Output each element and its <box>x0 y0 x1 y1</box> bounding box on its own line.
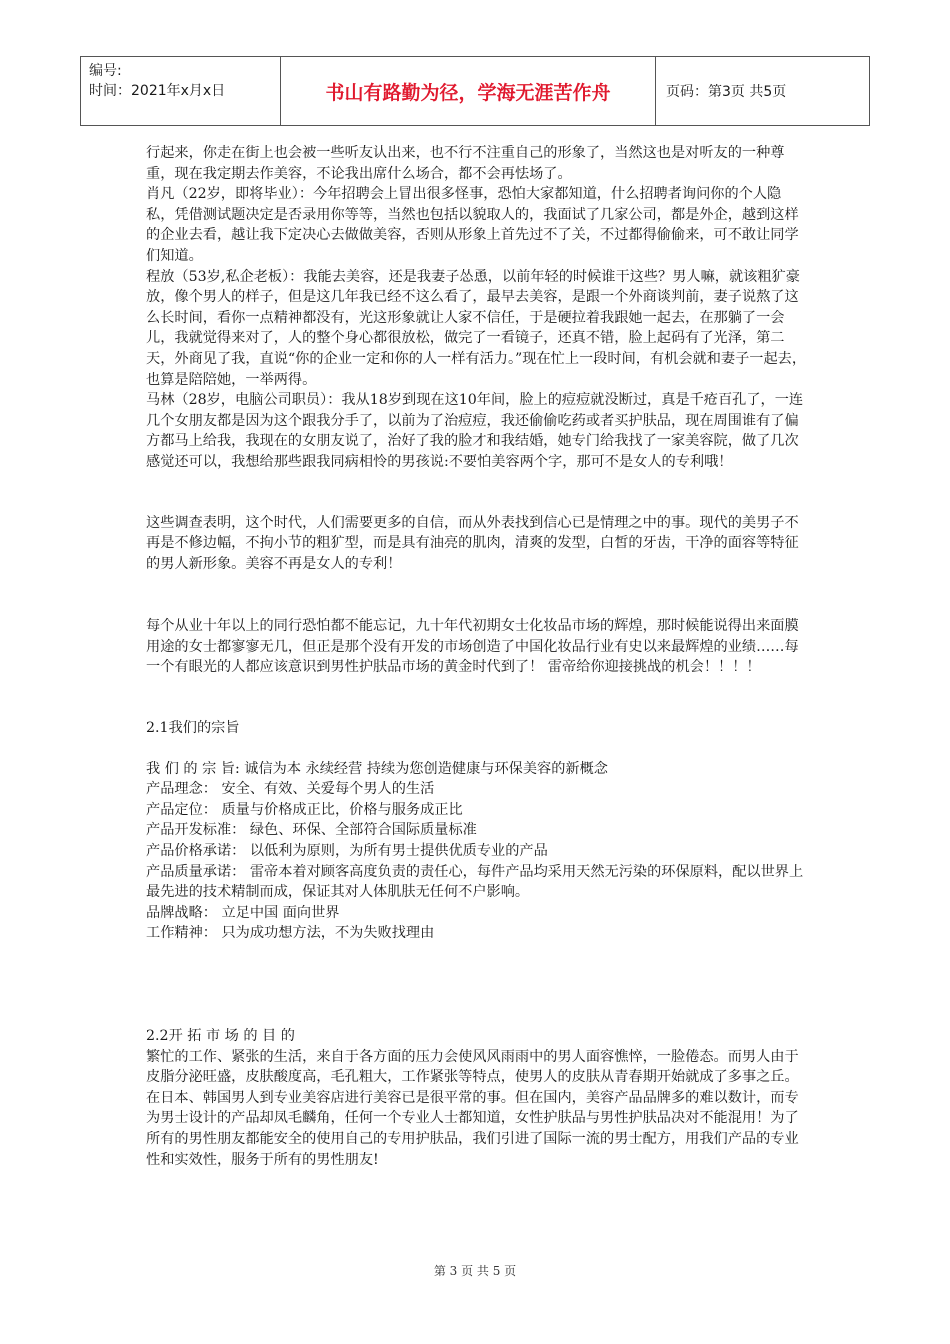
document-body <box>146 143 808 1170</box>
statement: 产品理念： 安全、有效、关爱每个男人的生活 <box>146 781 435 798</box>
paragraph: 肖凡（22岁，即将毕业）：今年招聘会上冒出很多怪事，恐怕大家都知道，什么招聘者询问你的个人隐私，凭借测试题决定是否录用你等等，当然也包括以貌取人的，我面试了几家公司，都是外企，越到这样的企业去看，越让我下定决心去做做美容，否则从形象上首先过不了关，不过都得偷偷来，可不敢让同学们知道。 <box>146 186 799 264</box>
page-footer: 第 3 页 共 5 页 <box>433 1264 517 1278</box>
section-heading: 2.1我们的宗旨 <box>146 720 240 737</box>
header-meta <box>81 57 281 125</box>
paragraph: 繁忙的工作、紧张的生活，来自于各方面的压力会使风风雨雨中的男人面容憔悴，一脸倦态。而男人由于皮脂分泌旺盛，皮肤酸度高，毛孔粗大，工作紧张等特点，使男人的皮肤从青春期开始就成了多事之丘。在日本、韩国男人到专业美容店进行美容已是很平常的事。但在国内，美容产品品牌多的难以数计，而专为男士设计的产品却凤毛麟角，任何一个专业人士都知道，女性护肤品与男性护肤品决对不能混用！为了所有的男性朋友都能安全的使用自己的专用护肤品，我们引进了国际一流的男士配方，用我们产品的专业性和实效性，服务于所有的男性朋友! <box>146 1048 799 1168</box>
paragraph: 程放（53岁,私企老板）：我能去美容，还是我妻子怂恿，以前年轻的时候谁干这些？男人嘛，就该粗犷豪放，像个男人的样子，但是这几年我已经不这么看了，最早去美容，是跟一个外商谈判前，妻子说熬了这么长时间，看你一点精神都没有，光这形象就让人家不信任，于是硬拉着我跟她一起去，在那躺了一会儿，我就觉得来对了，人的整个身心都很放松，做完了一看镜子，还真不错，脸上起码有了光泽，第二天，外商见了我，直说“你的企业一定和你的人一样有活力。”现在忙上一段时间，有机会就和妻子一起去，也算是陪陪她，一举两得。 <box>146 268 807 388</box>
page-header <box>80 56 870 126</box>
statement: 产品开发标准： 绿色、环保、全部符合国际质量标准 <box>146 822 477 839</box>
section-heading: 2.2开 拓 市 场 的 目 的 <box>146 1028 295 1044</box>
number-label: 编号: <box>89 63 122 79</box>
statement: 我 们 的 宗 旨: 诚信为本 永续经营 持续为您创造健康与环保美容的新概念 <box>146 760 608 777</box>
page-info: 页码：第3页 共5页 <box>666 84 787 100</box>
paragraph: 每个从业十年以上的同行恐怕都不能忘记，九十年代初期女士化妆品市场的辉煌，那时候能说得出来面膜用途的女士都寥寥无几，但正是那个没有开发的市场创造了中国化妆品行业有史以来最辉煌的业绩……每一个有眼光的人都应该意识到男性护肤品市场的黄金时代到了！ 雷帝给你迎接挑战的机会！！！！ <box>146 618 799 676</box>
time-label: 时间：2021年x月x日 <box>89 83 226 99</box>
statement: 品牌战略： 立足中国 面向世界 <box>146 904 340 921</box>
paragraph: 行起来，你走在街上也会被一些听友认出来，也不行不注重自己的形象了，当然这也是对听友的一种尊重，现在我定期去作美容，不论我出席什么场合，都不会再怯场了。 <box>146 145 785 182</box>
statement: 产品质量承诺： 雷帝本着对顾客高度负责的责任心，每件产品均采用天然无污染的环保原料，配以世界上最先进的技术精制而成，保证其对人体肌肤无任何不户影响。 <box>146 863 804 901</box>
paragraph: 这些调查表明，这个时代，人们需要更多的自信，而从外表找到信心已是情理之中的事。现代的美男子不再是不修边幅，不拘小节的粗犷型，而是具有油亮的肌肉，清爽的发型，白皙的牙齿，干净的面容等特征的男人新形象。美容不再是女人的专利！ <box>146 514 799 572</box>
paragraph: 马林（28岁，电脑公司职员）：我从18岁到现在这10年间，脸上的痘痘就没断过，真是千疮百孔了，一连几个女朋友都是因为这个跟我分手了，以前为了治痘痘，我还偷偷吃药或者买护肤品，现在周围谁有了偏方都马上给我，我现在的女朋友说了，治好了我的脸才和我结婚，她专门给我找了一家美容院，做了几次感觉还可以，我想给那些跟我同病相怜的男孩说:不要怕美容两个字，那可不是女人的专利哦！ <box>146 392 804 470</box>
statement: 产品价格承诺： 以低利为原则，为所有男士提供优质专业的产品 <box>146 843 548 860</box>
motto: 书山有路勤为径，学海无涯苦作舟 <box>281 57 656 125</box>
statement: 产品定位： 质量与价格成正比，价格与服务成正比 <box>146 801 463 818</box>
statement: 工作精神： 只为成功想方法，不为失败找理由 <box>146 925 435 942</box>
